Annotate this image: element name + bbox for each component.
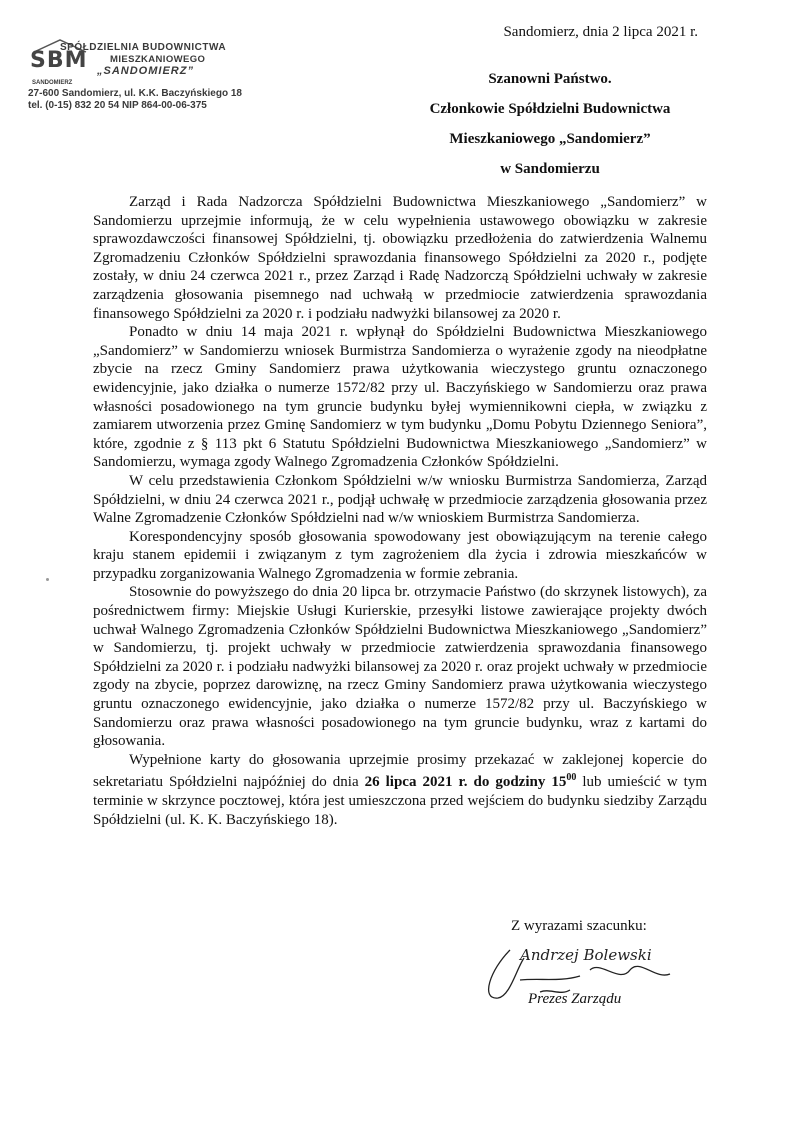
handwritten-signature (480, 940, 720, 1020)
paragraph-6-end: lub umieścić w tym terminie w skrzynce pocztowej, która jest umieszczona przed wejściem do budynku siedziby Zarządu Spółdzielni (ul. K. K. Baczyńskiego 18). (93, 774, 708, 828)
paragraph-2: Ponadto w dniu 14 maja 2021 r. wpłynął do Spółdzielni Budownictwa Mieszkaniowego „Sandomierz” w Sandomierzu wniosek Burmistrza Sandomierza o wyrażenie zgody na nieodpłatne zbycie na rzecz Gminy Sandomierz prawa użytkowania wieczystego gruntu oznaczonego ewidencyjnie, jako działka o numerze 1572/82 przy ul. Baczyńskiego w Sandomierzu oraz prawa własności posadowionego na tym gruncie budynku byłej wymiennikowni ciepła, w związku z zamiarem utworzenia przez Gminę Sandomierz w tym budynku „Domu Pobytu Dziennego Seniora”, które, zgodnie z § 113 pkt 6 Statutu Spółdzielni Budownictwa Mieszkaniowego „Sandomierz” w Sandomierzu, wymaga zgody Walnego Zgromadzenia Członków Spółdzielni. (93, 324, 707, 471)
stamp-phone-nip: tel. (0-15) 832 20 54 NIP 864-00-06-375 (28, 100, 207, 111)
recipient-address (380, 64, 720, 184)
paragraph-6-start: Wypełnione karty do głosowania uprzejmie prosimy przekazać w zaklejonej kopercie do sekretariatu Spółdzielni najpóźniej do dnia (93, 751, 707, 791)
closing-phrase: Z wyrazami szacunku: (511, 918, 647, 934)
logo-text: SBM (30, 48, 88, 73)
address-line-1: Szanowni Państwo. (488, 71, 612, 87)
paragraph-6 (93, 751, 707, 829)
letter-body (93, 193, 707, 829)
address-line-2: Członkowie Spółdzielni Budownictwa (429, 101, 671, 117)
paragraph-3: W celu przedstawienia Członkom Spółdzielni w/w wniosku Burmistrza Sandomierza, Zarząd Spółdzielni, w dniu 24 czerwca 2021 r., podjął uchwałę w przedmiocie zarządzenia głosowania przez Walne Zgromadzenie Członków Spółdzielni nad w/w wnioskiem Burmistrza Sandomierza. (93, 472, 707, 527)
address-line-4: w Sandomierzu (500, 161, 600, 177)
scan-speck (46, 578, 49, 581)
signatory-role: Prezes Zarządu (528, 991, 622, 1007)
paragraph-5: Stosownie do powyższego do dnia 20 lipca br. otrzymacie Państwo (do skrzynek listowych), za pośrednictwem firmy: Miejskie Usługi Kurierskie, przesyłki listowe zawierające projekty dwóch uchwał Walnego Zgromadzenia Członków Spółdzielni Budownictwa Mieszkaniowego „Sandomierz” w Sandomierzu, tj. projekt uchwały w przedmiocie zatwierdzenia sprawozdania finansowego Spółdzielni za 2020 r. i podziału nadwyżki bilansowej za 2020 r. oraz projekt uchwały w przedmiocie zgody na zbycie, poprzez darowiznę, na rzecz Gminy Sandomierz prawa użytkowania wieczystego gruntu oznaczonego ewidencyjnie, jako działka o numerze 1572/82 przy ul. Baczyńskiego w Sandomierzu oraz prawa własności posadowionego na tym gruncie budynku, wraz z kartami do głosowania. (93, 584, 707, 750)
address-line-3: Mieszkaniowego „Sandomierz” (449, 131, 651, 147)
deadline-minutes: 00 (566, 772, 577, 784)
paragraph-4: Korespondencyjny sposób głosowania spowodowany jest obowiązującym na terenie całego kraju stanem epidemii i związanym z tym zagrożeniem dla życia i zdrowia mieszkańców w przypadku zorganizowania Walnego Zgromadzenia w formie zebrania. (93, 528, 707, 582)
company-stamp (8, 36, 278, 116)
letter-date: Sandomierz, dnia 2 lipca 2021 r. (503, 24, 698, 40)
stamp-line-0: SANDOMIERZ (32, 80, 73, 86)
stamp-address: 27-600 Sandomierz, ul. K.K. Baczyńskiego 18 (28, 88, 242, 99)
deadline: 26 lipca 2021 r. do godziny 15 (364, 774, 567, 791)
stamp-line-2: MIESZKANIOWEGO (110, 54, 206, 65)
stamp-line-3: „SANDOMIERZ” (97, 65, 194, 77)
paragraph-1: Zarząd i Rada Nadzorcza Spółdzielni Budownictwa Mieszkaniowego „Sandomierz” w Sandomierzu uprzejmie informują, że w celu wypełnienia ustawowego obowiązku w zakresie sprawozdawczości finansowej Spółdzielni, tj. obowiązku przedłożenia do zatwierdzenia Walnemu Zgromadzeniu Członków Spółdzielni sprawozdania finansowego Spółdzielni za 2020 r., podjęte zostały, w dniu 24 czerwca 2021 r., przez Zarząd i Radę Nadzorczą Spółdzielni uchwały w zakresie zarządzenia głosowania pisemnego nad uchwałą w przedmiocie zatwierdzenia sprawozdania finansowego Spółdzielni za 2020 r. i podziału nadwyżki bilansowej za 2020 r. (93, 194, 707, 322)
signature-name: Andrzej Bolewski (520, 946, 652, 964)
stamp-line-1: SPÓŁDZIELNIA BUDOWNICTWA (60, 42, 227, 53)
